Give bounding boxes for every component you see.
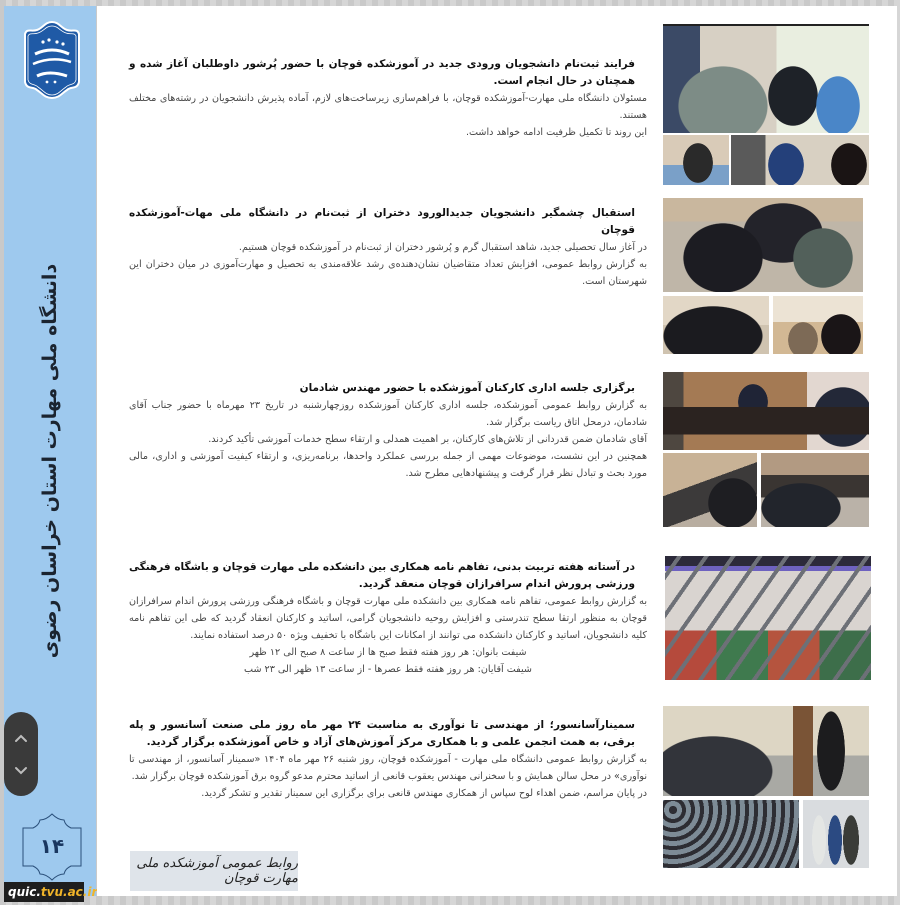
staff-meeting-main-photo [663, 372, 869, 450]
university-logo [19, 20, 85, 100]
article-paragraph: همچنین در این نشست، موضوعات مهمی از جمله بررسی عملکرد واحدها، برنامه‌ریزی، و ارتقاء کیفیت آموزشی و اداری، مالی مورد بحث و تبادل نظر قرار گرفت و پیشنهادهایی مطرح شد. [129, 451, 647, 479]
registration-main-photo [663, 24, 869, 133]
women-shift: شیفت بانوان: هر روز هفته فقط صبح ها از ساعت ۸ صبح الی ۱۲ ظهر [249, 647, 527, 658]
article-title: استقبال چشمگیر دانشجویان جدیدالورود دختران از ثبت‌نام در دانشگاه ملی مهات-آموزشکده قوچان [129, 207, 635, 236]
article-gym-agreement [129, 559, 647, 678]
article-registration [129, 56, 647, 141]
province-title: دانشگاه ملی مهارت استان خراسان رضوی [39, 263, 62, 659]
previous-page-button[interactable] [9, 728, 33, 748]
article-paragraph: به گزارش روابط عمومی دانشگاه ملی مهارت - آموزشکده قوچان، روز شنبه ۲۶ مهر ماه ۱۴۰۴ «سمینار آسانسور، از مهندسی تا نوآوری» در محل سالن همایش و با سخنرانی مهندس یعقوب قانعی از اساتید محترم مدعو گروه برق آموزشکده قوچان برگزار شد. [129, 754, 647, 782]
seminar-audience-photo [663, 800, 799, 868]
chevron-up-icon [14, 734, 28, 743]
article-paragraph: در آغاز سال تحصیلی جدید، شاهد استقبال گرم و پُرشور دختران از ثبت‌نام در آموزشکده قوچان هستیم. [238, 242, 647, 253]
site-watermark [4, 882, 98, 902]
registration-small-photo-1 [663, 135, 729, 185]
newsletter-page [97, 6, 897, 896]
page-number: ۱۴ [39, 834, 65, 858]
watermark-suffix: tvu.ac.ir [40, 885, 98, 899]
public-relations-signature: روابط عمومی آموزشکده ملی مهارت قوچان [130, 851, 298, 891]
seminar-main-photo [663, 706, 869, 796]
article-girls-registration [129, 205, 647, 290]
girls-registration-main-photo [663, 198, 863, 292]
article-paragraph: این روند تا تکمیل ظرفیت ادامه خواهد داشت. [465, 127, 647, 138]
article-paragraph: در پایان مراسم، ضمن اهداء لوح سپاس از همکاری مهندس قانعی برای برگزاری این سمینار تقدیر و تشکر گردید. [201, 788, 647, 799]
article-staff-meeting [129, 380, 647, 482]
sidebar [4, 6, 98, 899]
staff-meeting-small-photo-2 [761, 453, 869, 527]
chevron-down-icon [14, 766, 28, 775]
article-elevator-seminar [129, 717, 647, 802]
article-title: برگزاری جلسه اداری کارکنان آموزشکده با حضور مهندس شادمان [299, 382, 635, 394]
article-paragraph: به گزارش روابط عمومی، افزایش تعداد متقاضیان نشان‌دهنده‌ی رشد علاقه‌مندی به تحصیل و مهارت‌آموزی در میان دختران این شهرستان است. [129, 259, 647, 287]
article-title: فرایند ثبت‌نام دانشجویان ورودی جدید در آموزشکده قوچان با حضور پُرشور داوطلبان آغاز شده و همچنان در حال انجام است. [129, 58, 635, 87]
article-paragraph: مسئولان دانشگاه ملی مهارت-آموزشکده قوچان، با فراهم‌سازی زیرساخت‌های لازم، آماده پذیرش دانشجویان در رشته‌های مختلف هستند. [129, 93, 647, 121]
girls-registration-small-photo-2 [773, 296, 863, 354]
article-paragraph: آقای شادمان ضمن قدردانی از تلاش‌های کارکنان، بر اهمیت همدلی و ارتقاء سطح خدمات آموزشی تأکید کردند. [208, 434, 647, 445]
vertical-title [18, 263, 82, 659]
page-nav-control[interactable] [4, 712, 38, 796]
gym-photo [665, 556, 871, 680]
article-paragraph: به گزارش روابط عمومی آموزشکده، جلسه اداری کارکنان آموزشکده روزچهارشنبه در تاریخ ۲۳ مهرماه با حضور جناب آقای شادمان، درمحل اتاق ریاست برگزار شد. [129, 400, 647, 428]
registration-small-photo-2 [731, 135, 869, 185]
article-title: در آستانه هفته تربیت بدنی، تفاهم نامه همکاری بین دانشکده ملی مهارت قوچان و باشگاه فرهنگی ورزشی پرورش اندام سرافرازان قوچان منعقد گردید. [128, 561, 635, 590]
staff-meeting-small-photo-1 [663, 453, 757, 527]
page-number-badge [19, 812, 85, 882]
watermark-prefix: quic. [8, 885, 41, 899]
next-page-button[interactable] [9, 760, 33, 780]
article-paragraph: به گزارش روابط عمومی، تفاهم نامه همکاری بین دانشکده ملی مهارت قوچان و باشگاه فرهنگی ورزشی پرورش اندام سرافرازان قوچان به منظور ارتقا سطح تندرستی و افزایش روحیه دانشجویان گرامی، اساتید و کارکنان انعقاد گردید که طی این تفاهم نامه کلیه دانشجویان، اساتید و کارکنان دانشکده می توانند از امکانات این باشگاه با تخفیف ویژه ۵۰ درصد استفاده نمایند. [129, 596, 647, 641]
article-title: سمینارآسانسور؛ از مهندسی تا نوآوری به مناسبت ۲۴ مهر ماه روز ملی صنعت آسانسور و پله برقی، به همت انجمن علمی و با همکاری مرکز آموزش‌های آزاد و خاص آموزشکده برگزار گردید. [129, 719, 635, 748]
seminar-group-photo [803, 800, 869, 868]
university-emblem-icon [19, 20, 85, 100]
men-shift: شیفت آقایان: هر روز هفته فقط عصرها - از ساعت ۱۳ ظهر الی ۲۳ شب [244, 664, 532, 675]
girls-registration-small-photo-1 [663, 296, 769, 354]
